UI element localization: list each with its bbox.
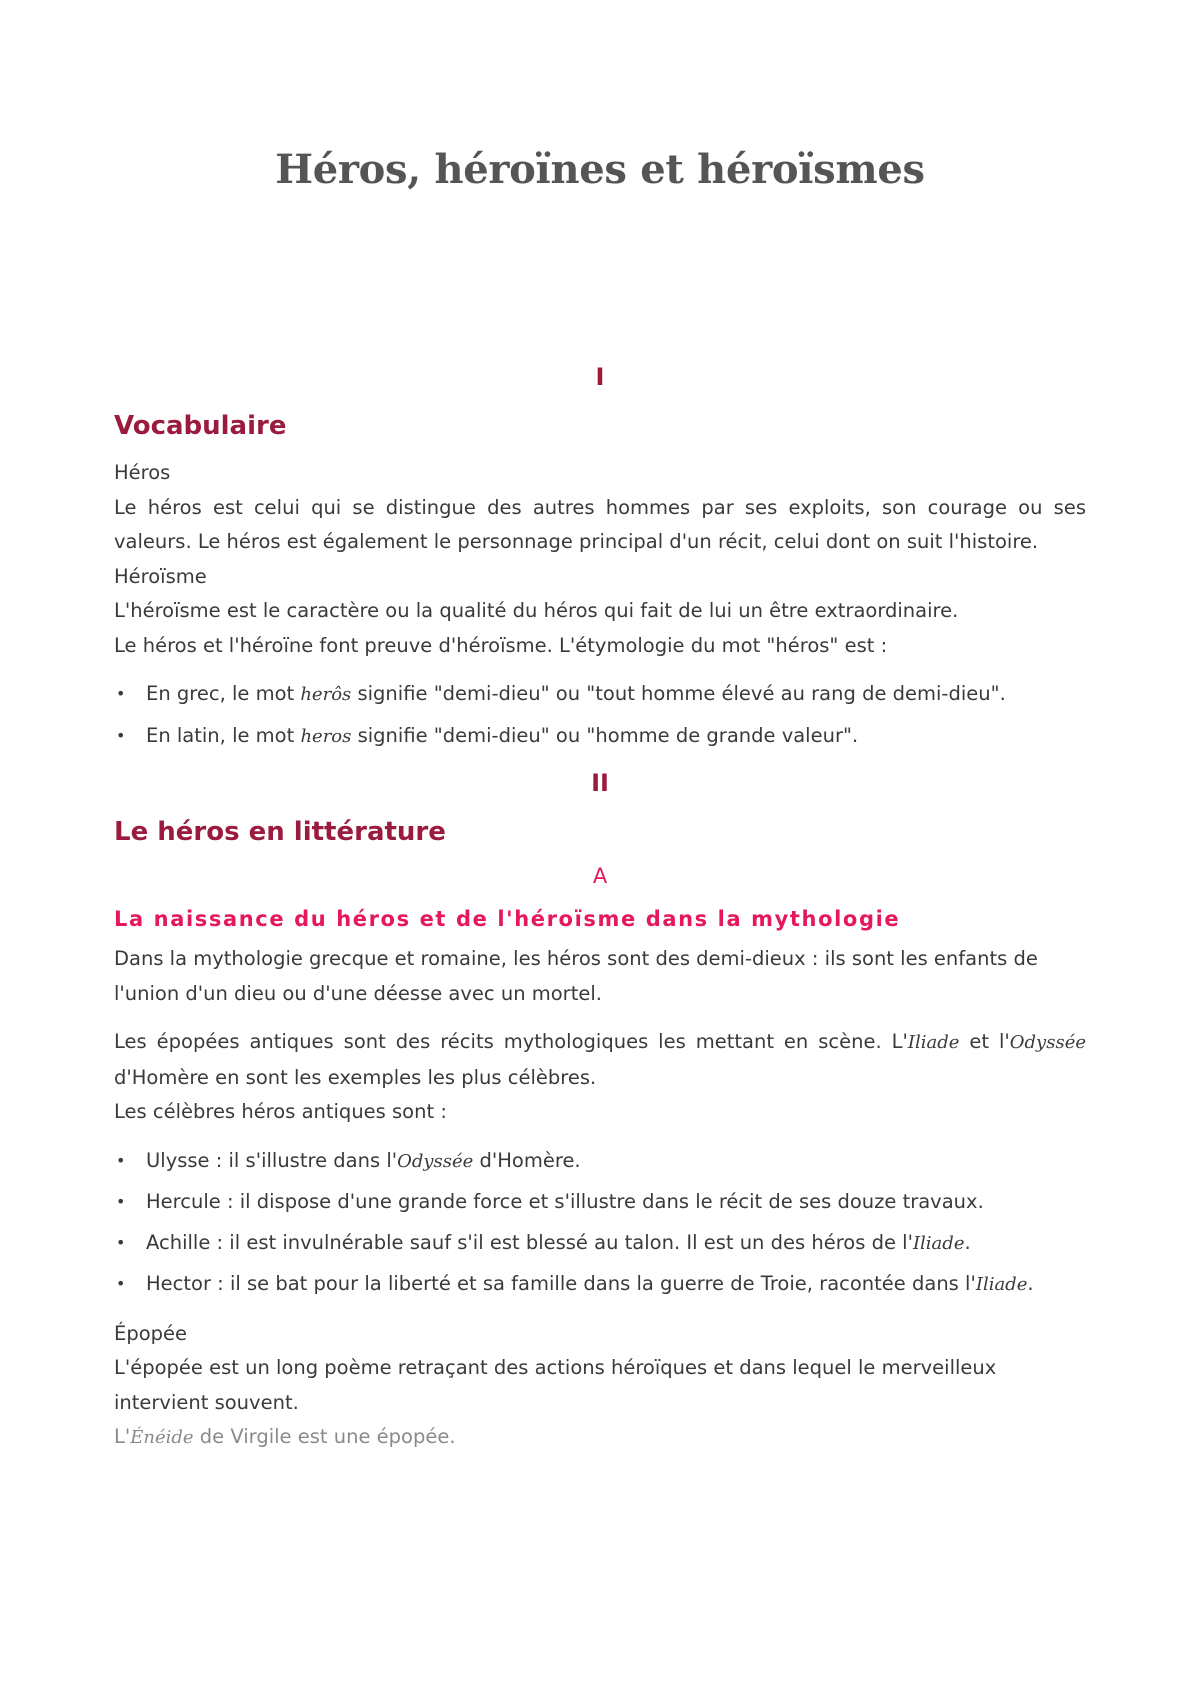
definition-heroisme: L'héroïsme est le caractère ou la qualité du héros qui fait de lui un être extraordinaire. (114, 599, 959, 622)
etymology-intro: Le héros et l'héroïne font preuve d'héroïsme. L'étymologie du mot "héros" est : (114, 633, 888, 657)
subsection-number: A (592, 864, 608, 888)
section-number: II (591, 769, 609, 797)
definition-epopee: L'épopée est un long poème retraçant des actions héroïques et dans lequel le merveilleux intervient souvent. (114, 1356, 997, 1414)
bullet-icon: • (116, 725, 126, 745)
definition-heros: Le héros est celui qui se distingue des autres hommes par ses exploits, son courage ou ses valeurs. Le héros est également le personnage principal d'un récit, celui dont on suit l'histoire. (114, 495, 1086, 553)
section-title: Le héros en littérature (114, 817, 446, 847)
paragraph-epopees: Les épopées antiques sont des récits mythologiques les mettant en scène. L'Iliade et l'Odyssée d'Homère en sont les exemples les plus célèbres. (114, 1030, 1086, 1089)
bullet-icon: • (116, 1274, 126, 1293)
bullet-icon: • (116, 1150, 126, 1170)
section-title: Vocabulaire (114, 411, 287, 441)
etymology-list (114, 677, 1086, 754)
section-number: I (595, 363, 605, 391)
term-heroisme: Héroïsme (114, 564, 207, 588)
bullet-icon: • (116, 684, 126, 703)
term-epopee: Épopée (114, 1321, 188, 1345)
subsection-title: La naissance du héros et de l'héroïsme dans la mythologie (114, 907, 901, 931)
list-item: • En grec, le mot herôs signifie "demi-dieu" ou "tout homme élevé au rang de demi-dieu". (114, 677, 1086, 713)
term-heros: Héros (114, 461, 171, 484)
document-body (114, 362, 1086, 1456)
document-title: Héros, héroïnes et héroïsmes (275, 146, 925, 193)
list-item: • Hercule : il dispose d'une grande force et s'illustre dans le récit de ses douze travaux. (114, 1185, 1086, 1220)
list-item: • Achille : il est invulnérable sauf s'il est blessé au talon. Il est un des héros de l'Iliade. (114, 1226, 1086, 1262)
paragraph-heros-antiques: Les célèbres héros antiques sont : (114, 1100, 447, 1123)
list-item: • Ulysse : il s'illustre dans l'Odyssée d'Homère. (114, 1144, 1086, 1180)
list-item: • En latin, le mot heros signifie "demi-dieu" ou "homme de grande valeur". (114, 719, 1086, 755)
bullet-icon: • (116, 1232, 126, 1252)
example-eneide: L'Énéide de Virgile est une épopée. (114, 1425, 456, 1448)
bullet-icon: • (116, 1192, 126, 1211)
list-item: • Hector : il se bat pour la liberté et sa famille dans la guerre de Troie, racontée dans l'Iliade. (114, 1267, 1086, 1303)
heroes-list (114, 1144, 1086, 1303)
paragraph-demi-dieux: Dans la mythologie grecque et romaine, les héros sont des demi-dieux : ils sont les enfants de l'union d'un dieu ou d'une déesse avec un mortel. (114, 947, 1038, 1005)
